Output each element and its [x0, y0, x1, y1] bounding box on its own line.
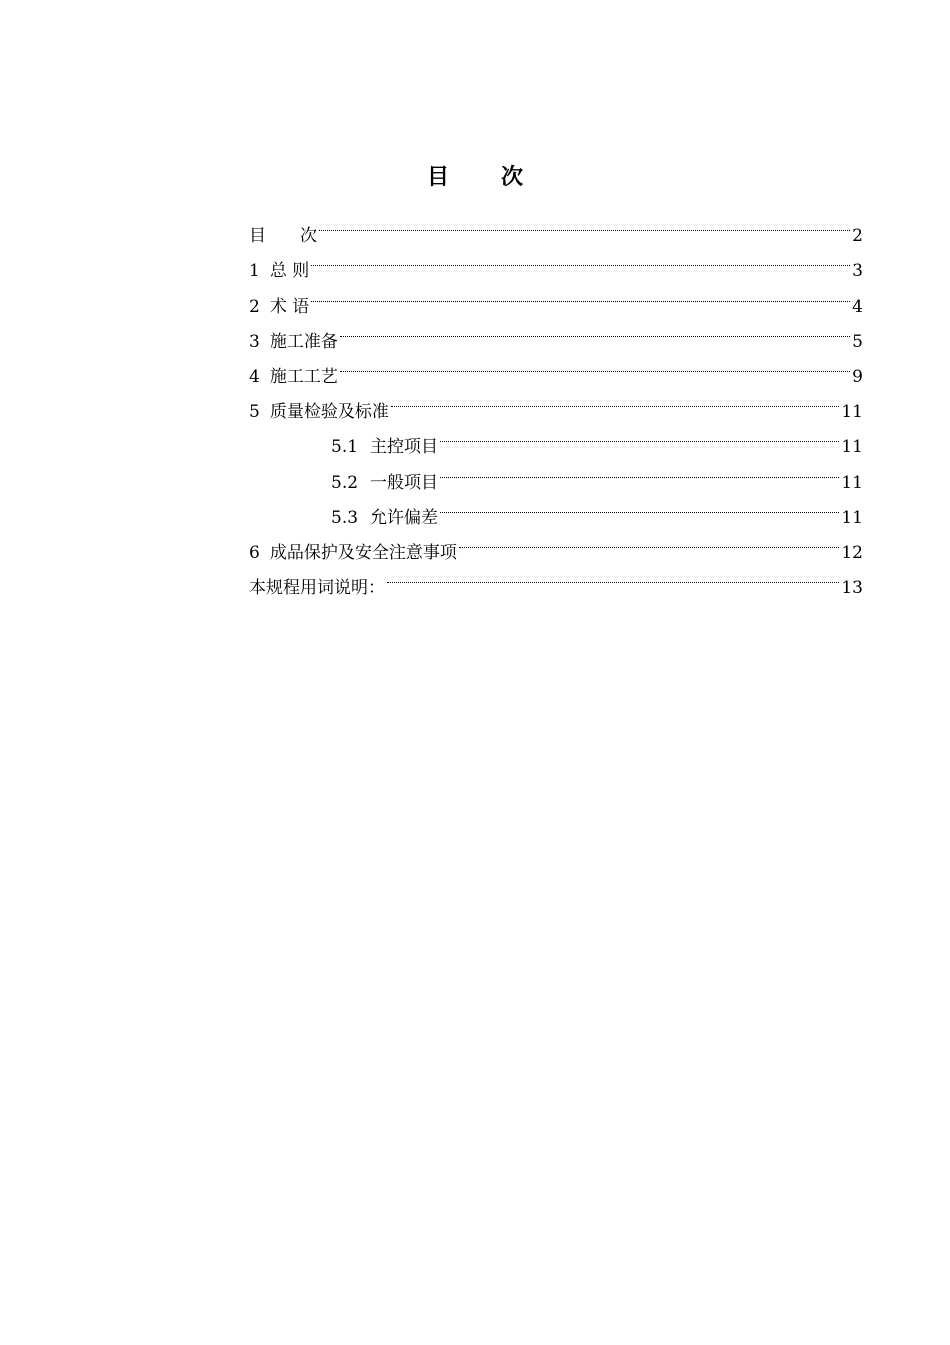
toc-page-number: 11	[841, 507, 863, 528]
dot-leader	[459, 523, 840, 558]
toc-entry-label: 质量检验及标准	[269, 402, 389, 423]
dot-leader	[440, 417, 839, 452]
toc-entry-label: 本规程用词说明：	[249, 578, 385, 599]
toc-page-number: 11	[841, 437, 863, 458]
toc-page-number: 11	[841, 402, 863, 423]
dot-leader	[440, 452, 839, 487]
toc-entry-label: 术 语	[269, 296, 310, 317]
toc-section-number: 2	[249, 296, 260, 317]
toc-section-number: 5.3	[331, 507, 359, 528]
toc-section-number: 5.2	[331, 472, 359, 493]
toc-page-number: 13	[841, 578, 863, 599]
toc-page-number: 12	[841, 542, 863, 563]
toc-entry-label: 施工准备	[269, 331, 338, 352]
toc-entry-label: 一般项目	[370, 472, 439, 493]
dot-leader	[311, 276, 850, 311]
toc-entry-contents[interactable]	[249, 206, 863, 247]
toc-entry-label: 施工工艺	[269, 366, 338, 387]
dot-leader	[340, 312, 850, 347]
toc-page-number: 4	[852, 296, 863, 317]
dot-leader	[311, 241, 850, 276]
toc-section-number: 6	[249, 542, 260, 563]
dot-leader	[440, 488, 839, 523]
toc-entry-label: 主控项目	[370, 437, 439, 458]
table-of-contents	[249, 206, 863, 599]
toc-page-number: 2	[852, 226, 863, 247]
toc-entry-terms[interactable]	[249, 276, 863, 317]
toc-entry-label: 允许偏差	[370, 507, 439, 528]
toc-entry-label: 总 则	[269, 261, 310, 282]
toc-section-number: 4	[249, 366, 260, 387]
dot-leader	[319, 206, 850, 241]
toc-section-number: 5.1	[331, 437, 359, 458]
page-title	[0, 160, 950, 191]
toc-page-number: 11	[841, 472, 863, 493]
toc-entry-label: 成品保护及安全注意事项	[269, 542, 457, 563]
toc-entry-process[interactable]	[249, 347, 863, 387]
toc-section-number: 3	[249, 331, 260, 352]
toc-page-number: 9	[852, 366, 863, 387]
dot-leader	[387, 558, 839, 593]
toc-page-number: 5	[852, 331, 863, 352]
toc-section-number: 1	[249, 261, 260, 282]
title-char-left: 目	[426, 164, 449, 190]
dot-leader	[391, 382, 840, 417]
title-char-right: 次	[501, 164, 524, 190]
dot-leader	[340, 347, 850, 382]
toc-page-number: 3	[852, 261, 863, 282]
toc-entry-general[interactable]	[249, 241, 863, 282]
toc-entry-label: 目 次	[249, 226, 317, 247]
toc-entry-quality[interactable]	[249, 382, 863, 423]
toc-section-number: 5	[249, 402, 260, 423]
toc-entry-preparation[interactable]	[249, 312, 863, 352]
